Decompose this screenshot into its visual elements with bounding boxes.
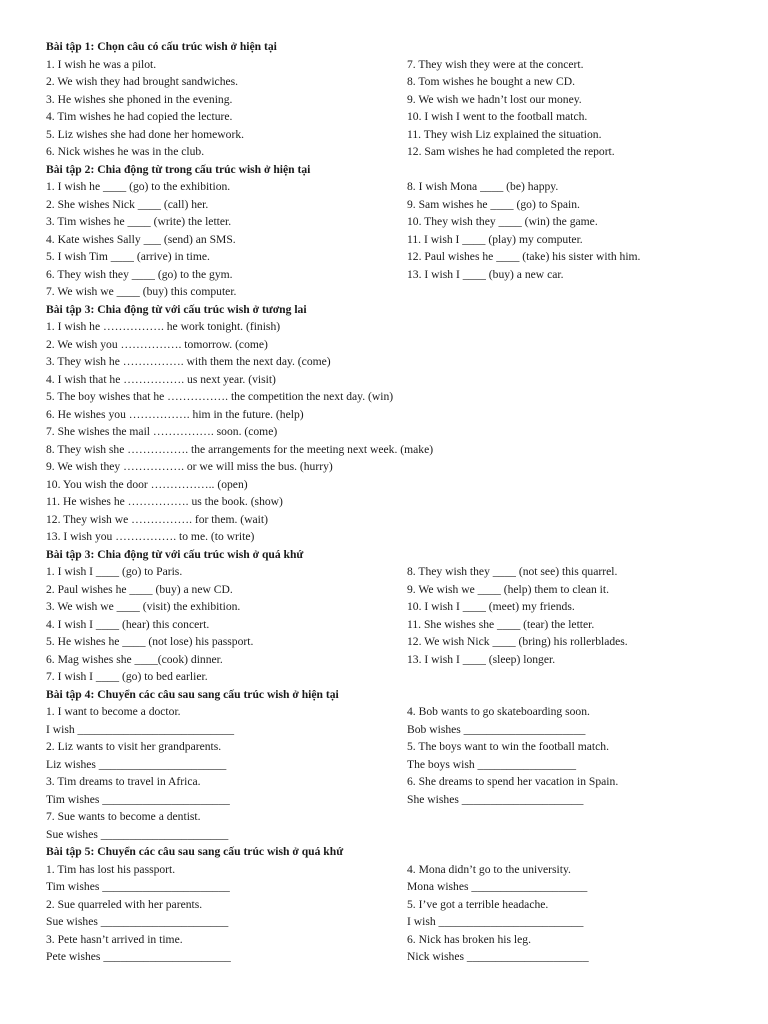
exercise-item: 7. We wish we ____ (buy) this computer. — [46, 285, 237, 298]
exercise-row — [0, 878, 768, 896]
exercise-item: 10. I wish I went to the football match. — [407, 110, 588, 123]
exercise-item: Pete wishes ______________________ — [46, 950, 231, 963]
exercise-item: 1. Tim has lost his passport. — [46, 862, 176, 876]
exercise-section — [0, 546, 768, 686]
exercise-item: 2. We wish you ……………. tomorrow. (come) — [46, 337, 268, 351]
exercise-row — [0, 563, 768, 581]
exercise-item: I wish ___________________________ — [46, 722, 235, 736]
exercise-item: 6. She dreams to spend her vacation in Spain. — [407, 775, 619, 788]
exercise-row — [0, 948, 768, 966]
exercise-item: 2. Liz wants to visit her grandparents. — [46, 740, 222, 753]
exercise-row — [0, 808, 768, 826]
exercise-row — [0, 616, 768, 634]
exercise-item: 12. Paul wishes he ____ (take) his sister with him. — [407, 250, 641, 263]
exercise-item: I wish _________________________ — [407, 915, 584, 928]
exercise-row — [0, 791, 768, 809]
exercise-item: Liz wishes ______________________ — [46, 757, 227, 771]
exercise-item: 3. They wish he ……………. with them the next day. (come) — [46, 355, 331, 368]
exercise-row — [0, 826, 768, 844]
exercise-item: Tim wishes ______________________ — [46, 880, 230, 893]
exercise-row — [0, 721, 768, 739]
exercise-item: 3. Pete hasn’t arrived in time. — [46, 932, 183, 946]
exercise-row — [0, 896, 768, 914]
exercise-item: Bob wishes _____________________ — [407, 722, 586, 736]
exercise-row — [0, 213, 768, 231]
exercise-item: 6. He wishes you ……………. him in the future. (help) — [46, 407, 304, 421]
exercise-item: Tim wishes ______________________ — [46, 792, 230, 806]
exercise-item: 3. We wish we ____ (visit) the exhibition. — [46, 600, 241, 613]
exercise-item: 9. We wish we ____ (help) them to clean it. — [407, 582, 610, 596]
exercise-row — [0, 861, 768, 879]
exercise-item: 1. I wish he was a pilot. — [46, 57, 157, 71]
exercise-row — [0, 756, 768, 774]
worksheet — [0, 38, 768, 966]
exercise-section — [0, 38, 768, 161]
exercise-section — [0, 686, 768, 844]
exercise-row — [0, 581, 768, 599]
exercise-item: 4. Mona didn’t go to the university. — [407, 862, 571, 876]
exercise-item: Mona wishes ____________________ — [407, 880, 588, 893]
exercise-item: 3. He wishes she phoned in the evening. — [46, 92, 233, 106]
exercise-item: 2. She wishes Nick ____ (call) her. — [46, 197, 209, 211]
exercise-item: 4. Bob wants to go skateboarding soon. — [407, 705, 590, 718]
exercise-title: Bài tập 4: Chuyển các câu sau sang cấu trúc wish ở hiện tại — [46, 687, 339, 701]
exercise-item: The boys wish _________________ — [407, 757, 577, 771]
exercise-section — [0, 843, 768, 966]
exercise-item: 6. Mag wishes she ____(cook) dinner. — [46, 652, 223, 666]
exercise-item: She wishes _____________________ — [407, 792, 584, 806]
exercise-item: 11. She wishes she ____ (tear) the letter. — [407, 617, 595, 631]
exercise-item: 7. Sue wants to become a dentist. — [46, 810, 201, 823]
exercise-item: 13. I wish I ____ (sleep) longer. — [407, 652, 556, 666]
exercise-item: 4. I wish I ____ (hear) this concert. — [46, 617, 210, 631]
exercise-item: 7. They wish they were at the concert. — [407, 57, 584, 71]
exercise-item: 10. You wish the door …………….. (open) — [46, 477, 248, 491]
exercise-item: 5. He wishes he ____ (not lose) his passport. — [46, 635, 254, 648]
exercise-item: 2. We wish they had brought sandwiches. — [46, 75, 239, 88]
exercise-item: 9. We wish we hadn’t lost our money. — [407, 92, 582, 106]
exercise-item: 5. The boy wishes that he ……………. the competition the next day. (win) — [46, 390, 394, 403]
exercise-item: 5. The boys want to win the football match. — [407, 740, 609, 753]
exercise-row — [0, 703, 768, 721]
exercise-row — [0, 913, 768, 931]
exercise-item: 4. I wish that he ……………. us next year. (visit) — [46, 372, 276, 386]
exercise-item: 10. They wish they ____ (win) the game. — [407, 215, 598, 228]
exercise-row — [0, 598, 768, 616]
exercise-row — [0, 773, 768, 791]
exercise-item: 12. They wish we ……………. for them. (wait) — [46, 512, 268, 526]
exercise-item: Sue wishes ______________________ — [46, 827, 229, 841]
exercise-row — [0, 178, 768, 196]
exercise-section — [0, 161, 768, 301]
exercise-item: 5. I’ve got a terrible headache. — [407, 897, 549, 911]
exercise-item: 7. She wishes the mail ……………. soon. (come) — [46, 425, 278, 438]
exercise-row — [0, 73, 768, 91]
exercise-row — [0, 651, 768, 669]
exercise-title: Bài tập 1: Chọn câu có cấu trúc wish ở hiện tại — [46, 40, 277, 53]
exercise-row — [0, 91, 768, 109]
exercise-row — [0, 668, 768, 686]
exercise-item: 10. I wish I ____ (meet) my friends. — [407, 600, 575, 613]
exercise-row — [0, 248, 768, 266]
exercise-item: 6. Nick wishes he was in the club. — [46, 145, 205, 158]
exercise-row — [0, 143, 768, 161]
exercise-row — [0, 108, 768, 126]
exercise-item: 11. They wish Liz explained the situation. — [407, 127, 602, 141]
exercise-item: 11. I wish I ____ (play) my computer. — [407, 232, 583, 246]
exercise-row — [0, 283, 768, 301]
exercise-section — [0, 301, 768, 546]
exercise-item: 8. I wish Mona ____ (be) happy. — [407, 180, 559, 193]
exercise-row — [0, 633, 768, 651]
exercise-item: Sue wishes ______________________ — [46, 915, 229, 928]
exercise-item: 11. He wishes he ……………. us the book. (show) — [46, 495, 283, 508]
exercise-item: 6. Nick has broken his leg. — [407, 932, 531, 946]
exercise-item: 5. I wish Tim ____ (arrive) in time. — [46, 250, 210, 263]
exercise-item: 12. We wish Nick ____ (bring) his rollerblades. — [407, 635, 628, 648]
exercise-item: Nick wishes _____________________ — [407, 950, 589, 963]
exercise-item: 2. Sue quarreled with her parents. — [46, 897, 203, 911]
exercise-item: 13. I wish you ……………. to me. (to write) — [46, 530, 255, 543]
exercise-title: Bài tập 5: Chuyển các câu sau sang cấu trúc wish ở quá khứ — [46, 845, 344, 858]
exercise-row — [0, 126, 768, 144]
exercise-item: 3. Tim dreams to travel in Africa. — [46, 775, 201, 788]
exercise-item: 9. Sam wishes he ____ (go) to Spain. — [407, 197, 580, 211]
exercise-row — [0, 266, 768, 284]
exercise-item: 12. Sam wishes he had completed the report. — [407, 145, 615, 158]
exercise-item: 8. They wish she ……………. the arrangements for the meeting next week. (make) — [46, 442, 434, 456]
exercise-item: 13. I wish I ____ (buy) a new car. — [407, 267, 564, 281]
exercise-row — [0, 196, 768, 214]
exercise-item: 6. They wish they ____ (go) to the gym. — [46, 267, 233, 281]
exercise-row — [0, 231, 768, 249]
exercise-title: Bài tập 3: Chia động từ với cấu trúc wish ở quá khứ — [46, 547, 304, 561]
exercise-item: 5. Liz wishes she had done her homework. — [46, 127, 245, 141]
exercise-item: 8. Tom wishes he bought a new CD. — [407, 75, 576, 88]
exercise-item: 7. I wish I ____ (go) to bed earlier. — [46, 670, 208, 683]
exercise-item: 1. I wish he ……………. he work tonight. (finish) — [46, 320, 281, 333]
exercise-item: 4. Kate wishes Sally ___ (send) an SMS. — [46, 232, 236, 246]
exercise-title: Bài tập 2: Chia động từ trong cấu trúc wish ở hiện tại — [46, 162, 311, 176]
exercise-item: 4. Tim wishes he had copied the lecture. — [46, 110, 233, 123]
exercise-row — [0, 738, 768, 756]
exercise-item: 1. I want to become a doctor. — [46, 705, 181, 718]
exercise-item: 3. Tim wishes he ____ (write) the letter. — [46, 215, 232, 228]
exercise-row — [0, 56, 768, 74]
exercise-item: 1. I wish he ____ (go) to the exhibition. — [46, 180, 231, 193]
exercise-title: Bài tập 3: Chia động từ với cấu trúc wish ở tương lai — [46, 302, 307, 316]
exercise-row — [0, 931, 768, 949]
exercise-item: 9. We wish they ……………. or we will miss the bus. (hurry) — [46, 460, 333, 473]
exercise-item: 1. I wish I ____ (go) to Paris. — [46, 565, 183, 578]
exercise-item: 2. Paul wishes he ____ (buy) a new CD. — [46, 582, 233, 596]
exercise-item: 8. They wish they ____ (not see) this quarrel. — [407, 565, 618, 578]
